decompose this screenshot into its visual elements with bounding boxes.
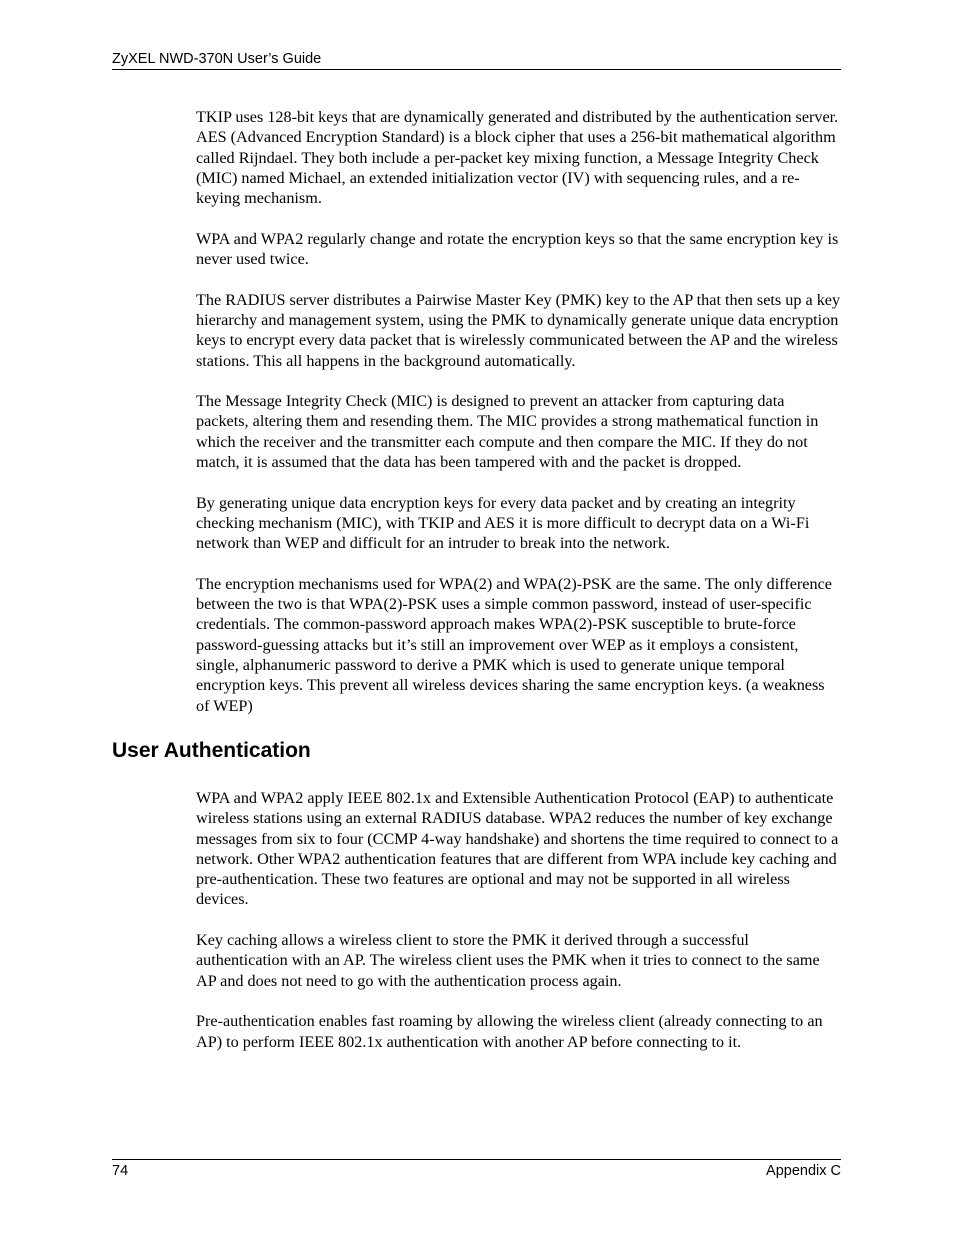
paragraph-key-caching: Key caching allows a wireless client to store the PMK it derived through a successful authentication with an AP. The wireless client uses the PMK when it tries to connect to the same AP and does not need to go with the authentication process again. [196, 931, 820, 990]
body-text [196, 107, 841, 736]
paragraph-psk: The encryption mechanisms used for WPA(2) and WPA(2)-PSK are the same. The only difference between the two is that WPA(2)-PSK uses a simple common password, instead of user-specific credentials. The common-password approach makes WPA(2)-PSK susceptible to brute-force password-guessing attacks but it’s still an improvement over WEP as it employs a consistent, single, alphanumeric password to derive a PMK which is used to generate unique temporal encryption keys. This prevent all wireless devices sharing the same encryption keys. (a weakness of WEP) [196, 574, 832, 715]
paragraph-eap: WPA and WPA2 apply IEEE 802.1x and Extensible Authentication Protocol (EAP) to authenticate wireless stations using an external RADIUS database. WPA2 reduces the number of key exchange messages from six to four (CCMP 4-way handshake) and shortens the time required to connect to a network. Other WPA2 authentication features that are different from WPA include key caching and pre-authentication. These two features are optional and may not be supported in all wireless devices. [196, 789, 839, 909]
guide-title: ZyXEL NWD-370N User’s Guide [112, 51, 322, 67]
paragraph-mic: The Message Integrity Check (MIC) is designed to prevent an attacker from capturing data packets, altering them and resending them. The MIC provides a strong mathematical function in which the receiver and the transmitter each compute and then compare the MIC. If they do not match, it is assumed that the data has been tampered with and the packet is dropped. [196, 392, 819, 472]
page-footer [112, 1159, 841, 1179]
paragraph-pre-authentication: Pre-authentication enables fast roaming by allowing the wireless client (already connecting to an AP) to perform IEEE 802.1x authentication with another AP before connecting to it. [196, 1012, 823, 1051]
appendix-label: Appendix C [766, 1163, 841, 1179]
section-body-text [196, 788, 841, 1072]
paragraph-radius-pmk: The RADIUS server distributes a Pairwise Master Key (PMK) key to the AP that then sets up a key hierarchy and management system, using the PMK to dynamically generate unique data encryption keys to encrypt every data packet that is wirelessly communicated between the AP and the wireless stations. This all happens in the background automatically. [196, 290, 841, 370]
page-header [112, 51, 841, 70]
section-heading: User Authentication [112, 739, 311, 762]
page-number: 74 [112, 1163, 129, 1179]
paragraph-unique-keys: By generating unique data encryption keys for every data packet and by creating an integrity checking mechanism (MIC), with TKIP and AES it is more difficult to decrypt data on a Wi-Fi network than WEP and difficult for an intruder to break into the network. [196, 493, 810, 553]
paragraph-tkip: TKIP uses 128-bit keys that are dynamically generated and distributed by the authentication server. AES (Advanced Encryption Standard) is a block cipher that uses a 256-bit mathematical algorithm called Rijndael. They both include a per-packet key mixing function, a Message Integrity Check (MIC) named Michael, an extended initialization vector (IV) with sequencing rules, and a re-keying mechanism. [196, 108, 839, 208]
paragraph-key-rotation: WPA and WPA2 regularly change and rotate the encryption keys so that the same encryption key is never used twice. [196, 229, 839, 269]
